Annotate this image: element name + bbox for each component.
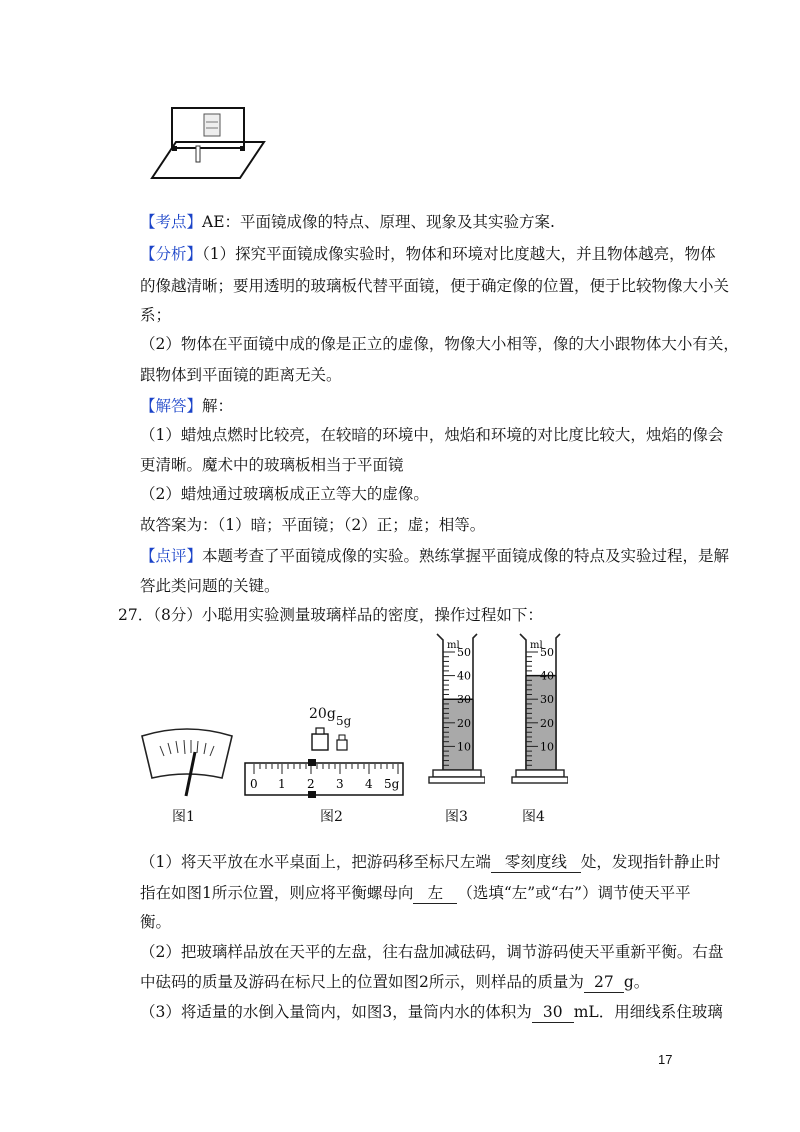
dianping-tag: 【点评】: [140, 547, 203, 565]
q27-p2-line-1: （2）把玻璃样品放在天平的左盘，往右盘加减砝码，调节游码使天平重新平衡。右盘: [140, 943, 724, 961]
fig3-caption: 图3: [445, 809, 468, 825]
fenxi-line-2: 的像越清晰；要用透明的玻璃板代替平面镜，便于确定像的位置，便于比较物像大小关: [140, 277, 730, 295]
q27-p2-text-b: 中砝码的质量及游码在标尺上的位置如图2所示，则样品的质量为: [140, 973, 584, 991]
rider-scale-figure: [244, 758, 404, 798]
q27-p1-line-3: 衡。: [140, 913, 172, 931]
q27-p1-text-b: 处，发现指针静止时: [580, 853, 721, 871]
graduation-label: 10: [540, 740, 554, 754]
mirror-apparatus-figure: [148, 104, 268, 184]
scale-label-1: 1: [278, 777, 286, 791]
q27-p1-text-a: （1）将天平放在水平桌面上，把游码移至标尺左端: [140, 853, 491, 871]
kaodian-text: AE：平面镜成像的特点、原理、现象及其实验方案.: [202, 213, 555, 231]
graduation-label: 30: [457, 693, 471, 707]
graduation-label: 20: [457, 716, 471, 730]
q27-title: 27．（8分）小聪用实验测量玻璃样品的密度，操作过程如下：: [118, 606, 543, 624]
dianping-line-2: 答此类问题的关键。: [140, 577, 280, 595]
dianping-line-1: [140, 546, 729, 566]
weight-label-5g: 5g: [336, 714, 352, 728]
kaodian-tag: 【考点】: [140, 213, 203, 231]
jieda-line-4: 故答案为：（1）暗；平面镜；（2）正；虚；相等。: [140, 516, 486, 534]
answer-mass: 27: [584, 972, 624, 993]
graduation-label: 40: [540, 669, 554, 683]
fenxi-tag: 【分析】: [140, 245, 203, 263]
jieda-line-3: （2）蜡烛通过玻璃板成正立等大的虚像。: [140, 485, 429, 503]
q27-p1-text-c: 指在如图1所示位置，则应将平衡螺母向: [140, 884, 414, 902]
fig2-caption: 图2: [320, 809, 343, 825]
kaodian-line: [140, 212, 555, 232]
jieda-solve-label: 解：: [202, 397, 234, 415]
scale-label-5: 5g: [384, 777, 400, 791]
graduation-label: 40: [457, 669, 471, 683]
q27-p3-text-a: （3）将适量的水倒入量筒内，如图3，量筒内水的体积为: [140, 1003, 532, 1021]
fenxi-line-5: 跟物体到平面镜的距离无关。: [140, 366, 342, 384]
jieda-tag: 【解答】: [140, 397, 203, 415]
cylinder-fig3-water: [442, 699, 474, 770]
scale-label-3: 3: [336, 777, 344, 791]
q27-p3-text-b: mL．用细线系住玻璃: [573, 1003, 723, 1021]
fenxi-text-1: （1）探究平面镜成像实验时，物体和环境对比度越大，并且物体越亮，物体: [202, 245, 716, 263]
q27-p2-line-2: [140, 972, 649, 993]
weight-label-20g: 20g: [309, 706, 336, 722]
cylinder-fig3-unit: ml: [447, 640, 460, 651]
cylinder-fig4-unit: ml: [530, 640, 543, 651]
q27-p3-line-1: [140, 1002, 723, 1023]
graduation-label: 30: [540, 693, 554, 707]
fenxi-line-1: [140, 244, 716, 264]
graduation-label: 50: [540, 646, 554, 659]
q27-p1-line-1: [140, 852, 720, 873]
cylinder-fig4: [508, 630, 568, 786]
fenxi-line-3: 系；: [140, 306, 172, 324]
fenxi-line-4: （2）物体在平面镜中成的像是正立的虚像，物像大小相等，像的大小跟物体大小有关，: [140, 335, 739, 353]
answer-volume: 30: [532, 1002, 574, 1023]
weights-figure: [308, 724, 354, 752]
dianping-text-1: 本题考查了平面镜成像的实验。熟练掌握平面镜成像的特点及实验过程，是解: [202, 547, 730, 565]
page-number: 17: [658, 1052, 673, 1067]
scale-label-0: 0: [250, 777, 258, 791]
cylinder-fig3: [425, 630, 485, 786]
graduation-label: 50: [457, 646, 471, 659]
q27-p1-text-d: （选填“左”或“右”）调节使天平平: [457, 884, 691, 902]
graduation-label: 20: [540, 716, 554, 730]
scale-label-2: 2: [307, 777, 315, 791]
jieda-line-1: （1）蜡烛点燃时比较亮，在较暗的环境中，烛焰和环境的对比度比较大，烛焰的像会: [140, 426, 724, 444]
jieda-line-2: 更清晰。魔术中的玻璃板相当于平面镜: [140, 456, 404, 474]
fig1-caption: 图1: [172, 809, 195, 825]
q27-p2-text-c: g。: [623, 973, 650, 991]
graduation-label: 10: [457, 740, 471, 754]
q27-p1-line-2: [140, 883, 691, 904]
scale-label-4: 4: [365, 777, 373, 791]
fig4-caption: 图4: [522, 809, 545, 825]
answer-direction: 左: [413, 883, 457, 904]
jieda-line-0: [140, 396, 233, 416]
answer-zero-mark: 零刻度线: [491, 852, 581, 873]
balance-dial-figure: [138, 728, 236, 800]
